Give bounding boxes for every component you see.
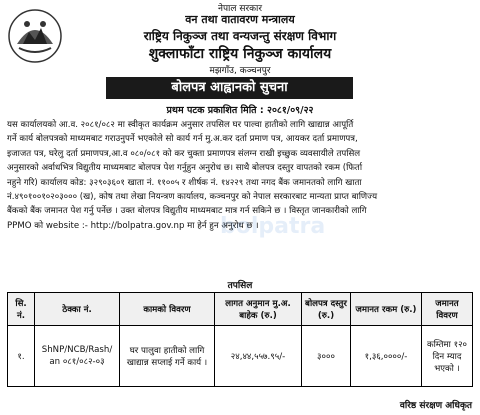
tender-table — [7, 292, 473, 387]
cell-bid-security: १,३६,००००/- — [351, 326, 422, 387]
body-line: इजाजत पत्र, घरेलु दर्ता प्रमाणपत्र,आ.व ०८०/०८१ को कर चुक्ता प्रमाणपत्र संलग्न राखी इच्छुक व्यवसायीले तपसिल — [7, 148, 361, 159]
notice-banner: बोलपत्र आह्वानको सुचना — [106, 77, 353, 99]
col-security-details: जमानत विवरण — [422, 293, 473, 326]
body-line: नहुने गरि) कार्यालय कोड: ३२९०३६०१ खाता नं. ११००५ र शीर्षक नं. १४२२९ तथा नगद बैंक जमानतको लागि खाता — [7, 177, 362, 188]
table-label: तपसिल — [227, 281, 253, 291]
publication-date: प्रथम पटक प्रकाशित मिति : २०८१/०९/२२ — [166, 105, 314, 116]
body-line: नं.४९०१००१०२०३००० (ख), कोष तथा लेखा नियन्त्रण कार्यालय, कञ्चनपुर को नेपाल सरकारबाट मान्यता प्राप्त बाणिज्य — [7, 192, 378, 203]
body-line: बैंकको बैंक जमानत पेश गर्नु पर्नेछ । उक्त बोलपत्र विद्युतीय माध्यमबाट मात्र गर्न सकिने छ । विस्तृत जानकारीको लागि — [7, 206, 367, 217]
col-sn: सि. नं. — [8, 293, 35, 326]
body-line: गर्ने कार्य बोलपत्रको माध्यमबाट गराउनुपर्ने भएकोले सो कार्य गर्न मु.अ.कर दर्ता प्रमाण पत्र, आयकर दर्ता प्रमाणपत्र, — [7, 134, 358, 145]
cell-security-details: कम्तिमा १२० दिन म्याद भएको । — [422, 326, 473, 387]
signatory-title: वरिष्ठ संरक्षण अधिकृत — [399, 401, 472, 411]
header-department: राष्ट्रिय निकुञ्ज तथा वन्यजन्तु संरक्षण विभाग — [143, 29, 337, 43]
header-office: शुक्लाफाँटा राष्ट्रिय निकुञ्ज कार्यालय — [148, 46, 332, 62]
header-country: नेपाल सरकार — [217, 4, 263, 14]
cell-work-description: घर पालुवा हातीको लागि खाद्यान्न सप्लाई गर्ने कार्य । — [120, 326, 215, 387]
cell-bid-fee: ३००० — [302, 326, 351, 387]
header-ministry: वन तथा वातावरण मन्त्रालय — [185, 13, 295, 26]
cell-cost-estimate: २४,४४,५५७.९५/- — [215, 326, 302, 387]
table-header-row — [8, 293, 473, 326]
watermark: bolpatra — [220, 214, 326, 239]
cell-sn: १. — [8, 326, 35, 387]
col-bid-security: जमानत रकम (रु.) — [351, 293, 422, 326]
table-row — [8, 326, 473, 387]
header-address: मझगाँउ, कञ्चनपुर — [209, 66, 271, 76]
body-line: यस कार्यालयको आ.व. २०८१/०८२ मा स्वीकृत कार्यक्रम अनुसार तपसिल घर पाल्वा हातीको लागि खाद्यान्न आपूर्ति — [7, 120, 354, 130]
col-cost-estimate: लागत अनुमान मु.अ. बाहेक (रु.) — [215, 293, 302, 326]
col-contract-no: ठेक्का नं. — [35, 293, 120, 326]
cell-contract-no: ShNP/NCB/Rash/ an ०८१/०८२-०३ — [35, 326, 120, 387]
col-bid-fee: बोलपत्र दस्तुर (रु.) — [302, 293, 351, 326]
col-work-description: कामको विवरण — [120, 293, 215, 326]
body-line[interactable]: PPMO को website :- http://bolpatra.gov.np मा हेर्न हुन अनुरोध छ । — [7, 220, 259, 231]
body-line: अनुसारको अर्वाधभित्र विद्युतीय माध्यमबाट बोलपत्र पेश गर्नुहुन अनुरोध छ। साथै बोलपत्र दस्तुर वापतको रकम (फिर्ता — [7, 163, 363, 174]
